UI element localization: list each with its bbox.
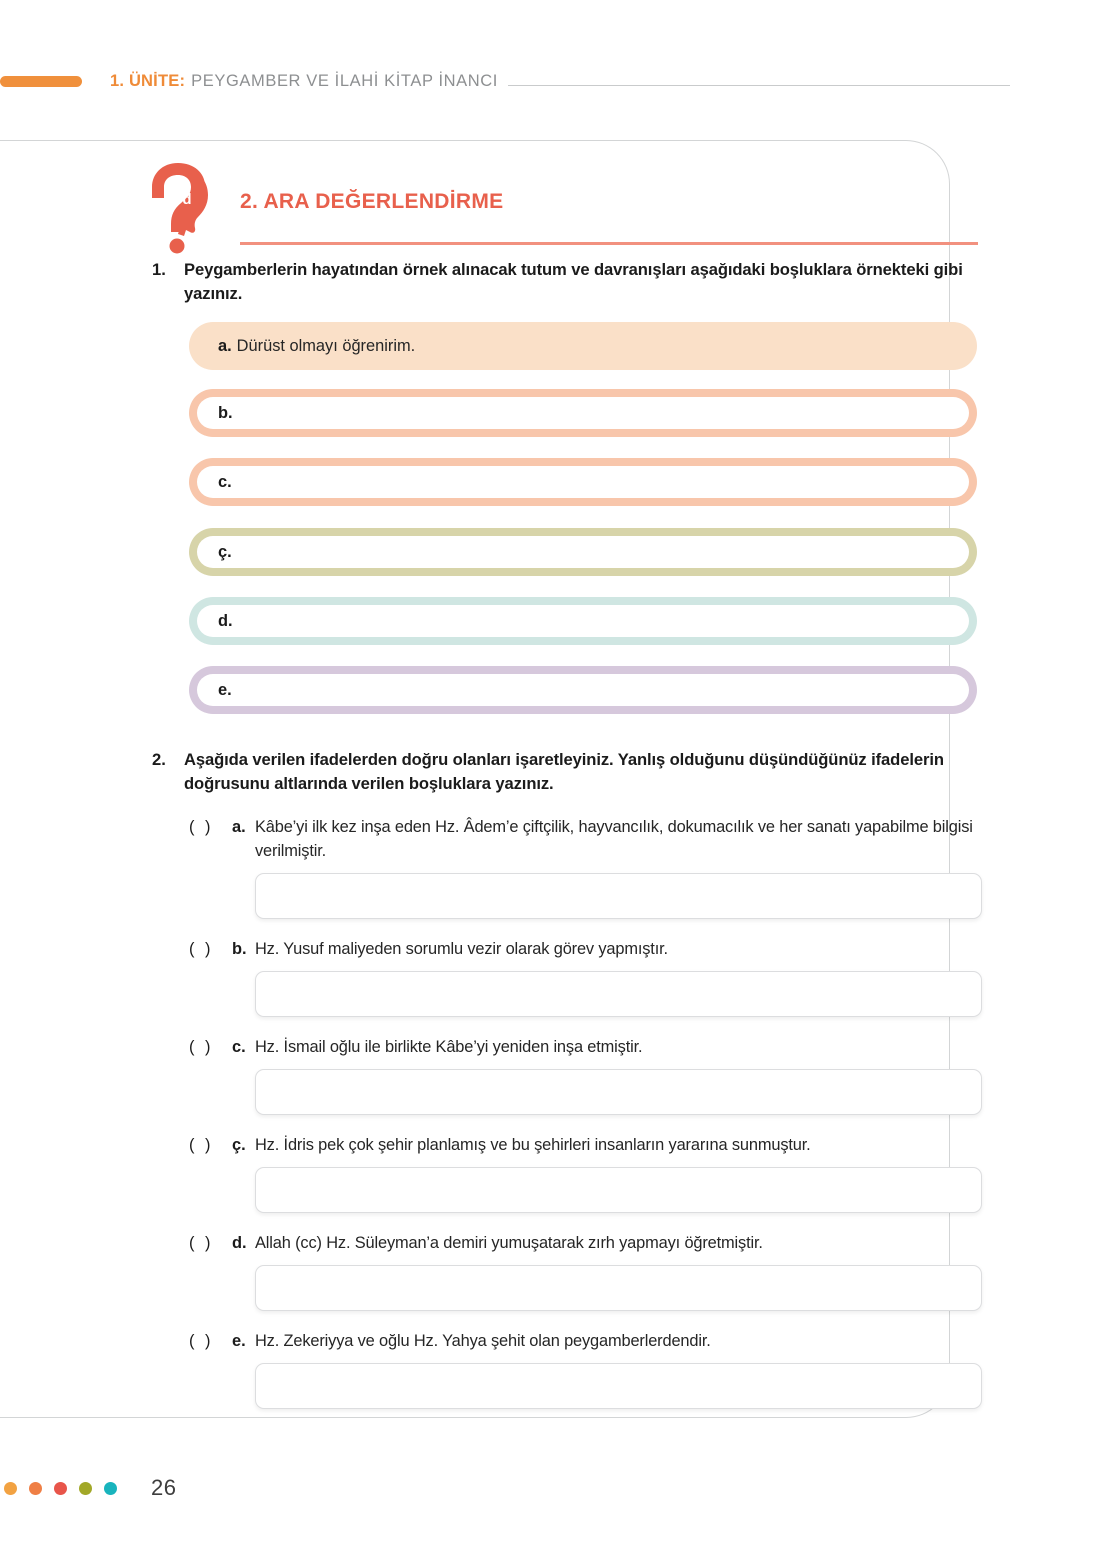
running-head-rule <box>508 85 1010 86</box>
tf-item-d-checkbox[interactable]: ( ) <box>189 1234 214 1252</box>
svg-text:ab: ab <box>172 178 190 195</box>
tf-item-a-answer-box[interactable] <box>255 873 982 919</box>
answer-pill-c-letter: c. <box>218 472 232 491</box>
section-title: 2. ARA DEĞERLENDİRME <box>240 190 504 213</box>
footer-dot-5 <box>104 1482 117 1495</box>
tf-item-c-line <box>189 1036 982 1060</box>
tf-item-c-letter: c. <box>232 1038 246 1056</box>
running-head-bar <box>0 76 82 87</box>
tf-item-e-checkbox[interactable]: ( ) <box>189 1332 214 1350</box>
tf-item-e <box>189 1330 982 1409</box>
tf-item-c-cedilla-line <box>189 1134 982 1158</box>
answer-pill-e[interactable] <box>189 666 977 714</box>
content-card <box>40 140 990 1418</box>
answer-pill-a-value: Dürüst olmayı öğrenirim. <box>236 336 416 355</box>
answer-pill-b[interactable] <box>189 389 977 437</box>
tf-item-e-text: Hz. Zekeriyya ve oğlu Hz. Yahya şehit olan peygamberlerdendir. <box>255 1332 711 1350</box>
tf-item-d-answer-box[interactable] <box>255 1265 982 1311</box>
tf-item-e-answer-box[interactable] <box>255 1363 982 1409</box>
answer-pill-c-cedilla-letter: ç. <box>218 542 232 561</box>
tf-item-d-letter: d. <box>232 1234 247 1252</box>
question-2-text: Aşağıda verilen ifadelerden doğru olanları işaretleyiniz. Yanlış olduğunu düşündüğünüz ifadelerin doğrusunu altlarında verilen boşluklara yazınız. <box>184 750 944 793</box>
answer-pill-b-letter: b. <box>218 403 233 422</box>
tf-item-b-letter: b. <box>232 940 247 958</box>
answer-pill-d[interactable] <box>189 597 977 645</box>
answer-pill-a-letter: a. <box>218 336 232 355</box>
section-heading <box>148 158 978 254</box>
page-number: 26 <box>151 1475 177 1500</box>
footer-dot-1 <box>4 1482 17 1495</box>
tf-item-a <box>189 816 982 919</box>
tf-item-c-cedilla <box>189 1134 982 1213</box>
question-1-number: 1. <box>152 260 166 279</box>
tf-item-c-cedilla-letter: ç. <box>232 1136 246 1154</box>
running-head-unit: 1. ÜNİTE: <box>110 71 186 90</box>
answer-pill-d-input[interactable] <box>197 605 969 637</box>
tf-item-c-answer-box[interactable] <box>255 1069 982 1115</box>
question-1-text: Peygamberlerin hayatından örnek alınacak tutum ve davranışları aşağıdaki boşluklara örnekteki gibi yazınız. <box>184 260 963 303</box>
tf-item-b-line <box>189 938 982 962</box>
answer-pill-e-letter: e. <box>218 680 232 699</box>
tf-item-d <box>189 1232 982 1311</box>
answer-pill-d-letter: d. <box>218 611 233 630</box>
tf-item-e-letter: e. <box>232 1332 246 1350</box>
page-footer <box>0 1468 200 1508</box>
tf-item-c-cedilla-text: Hz. İdris pek çok şehir planlamış ve bu şehirleri insanların yararına sunmuştur. <box>255 1136 811 1154</box>
footer-dot-2 <box>29 1482 42 1495</box>
tf-item-d-text: Allah (cc) Hz. Süleyman’a demiri yumuşatarak zırh yapmayı öğretmiştir. <box>255 1234 763 1252</box>
answer-pill-c-input[interactable] <box>197 466 969 498</box>
question-2 <box>152 748 982 795</box>
question-2-number: 2. <box>152 750 166 769</box>
svg-text:cd: cd <box>174 191 192 208</box>
answer-pill-b-input[interactable] <box>197 397 969 429</box>
footer-dot-4 <box>79 1482 92 1495</box>
question-head-abcd-icon <box>148 158 212 254</box>
answer-pill-c[interactable] <box>189 458 977 506</box>
running-head <box>0 66 1010 96</box>
tf-item-c-checkbox[interactable]: ( ) <box>189 1038 214 1056</box>
tf-item-c-cedilla-answer-box[interactable] <box>255 1167 982 1213</box>
tf-item-d-line <box>189 1232 982 1256</box>
answer-pill-a[interactable] <box>189 322 977 370</box>
answer-pill-c-cedilla-input[interactable] <box>197 536 969 568</box>
footer-dot-3 <box>54 1482 67 1495</box>
tf-item-a-line <box>189 816 982 864</box>
tf-item-b-text: Hz. Yusuf maliyeden sorumlu vezir olarak görev yapmıştır. <box>255 940 668 958</box>
running-head-title: PEYGAMBER VE İLAHİ KİTAP İNANCI <box>191 71 498 90</box>
question-1 <box>152 258 982 305</box>
tf-item-b-checkbox[interactable]: ( ) <box>189 940 214 958</box>
tf-item-c-cedilla-checkbox[interactable]: ( ) <box>189 1136 214 1154</box>
tf-item-e-line <box>189 1330 982 1354</box>
section-title-rule <box>240 242 978 245</box>
tf-item-b <box>189 938 982 1017</box>
tf-item-b-answer-box[interactable] <box>255 971 982 1017</box>
answer-pill-c-cedilla[interactable] <box>189 528 977 576</box>
tf-item-a-letter: a. <box>232 818 246 836</box>
answer-pill-e-input[interactable] <box>197 674 969 706</box>
tf-item-c-text: Hz. İsmail oğlu ile birlikte Kâbe’yi yeniden inşa etmiştir. <box>255 1038 643 1056</box>
tf-item-a-checkbox[interactable]: ( ) <box>189 818 214 836</box>
tf-item-c <box>189 1036 982 1115</box>
tf-item-a-text: Kâbe’yi ilk kez inşa eden Hz. Âdem’e çiftçilik, hayvancılık, dokumacılık ve her sanatı yapabilme bilgisi verilmiştir. <box>255 818 973 860</box>
